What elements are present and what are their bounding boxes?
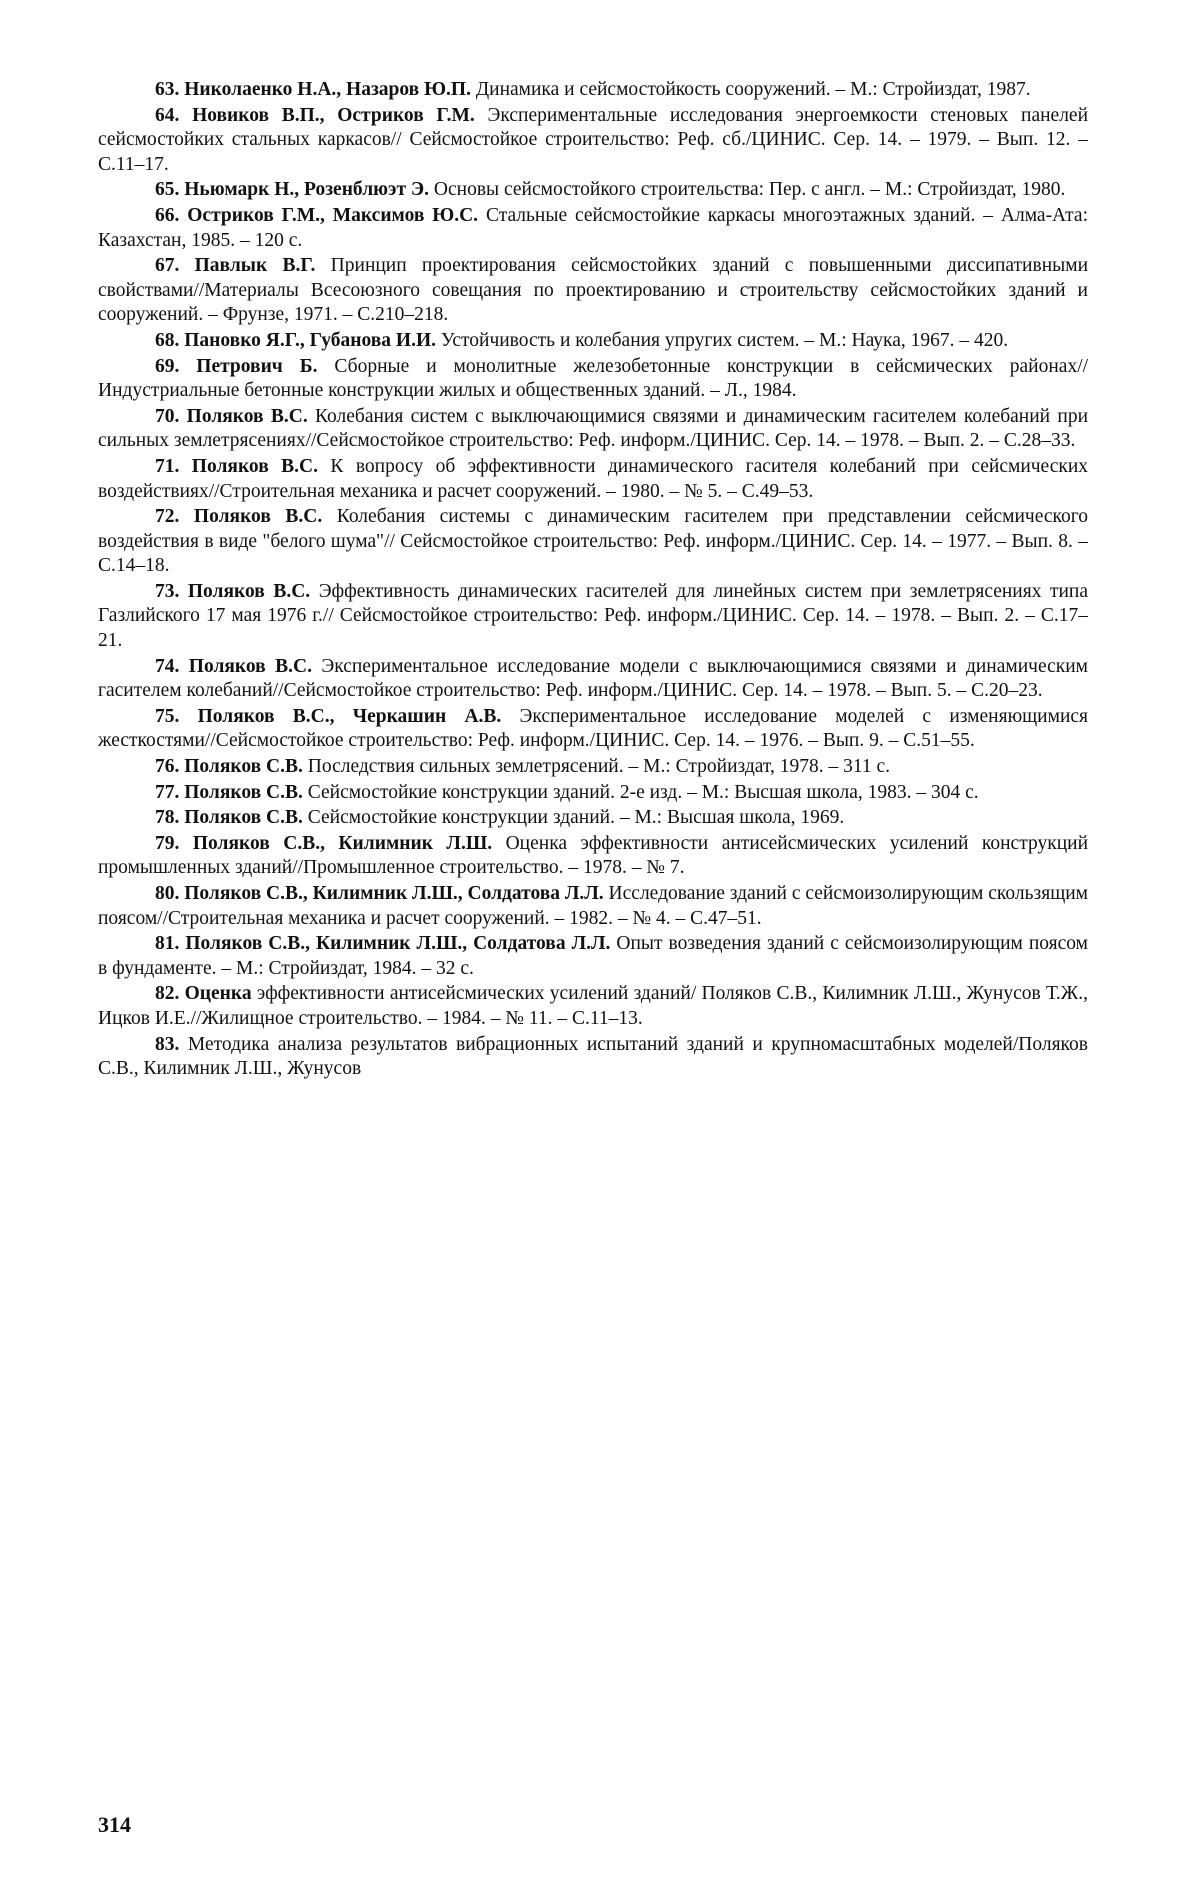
reference-authors: Поляков В.С. [188, 655, 312, 677]
reference-number: 76. [155, 756, 180, 778]
reference-entry [98, 882, 1088, 931]
reference-text: Исследование зданий с сейсмоизолирующим скользящим поясом//Строительная механика и расчет сооружений. – 1982. – № 4. – С.47–51. [98, 883, 1088, 929]
reference-entry [98, 405, 1088, 454]
reference-text: Экспериментальное исследование моделей с изменяющимися жесткостями//Сейсмостойкое строительство: Реф. информ./ЦИНИС. Сер. 14. – 1976. – Вып. 9. – С.51–55. [98, 705, 1088, 752]
reference-number: 64. [155, 104, 180, 126]
reference-authors: Поляков С.В. [184, 781, 303, 803]
reference-text: Последствия сильных землетрясений. – М.: Стройиздат, 1978. – 311 с. [307, 756, 891, 778]
reference-authors: Поляков С.В., Килимник Л.Ш., Солдатова Л.Л. [185, 933, 611, 955]
reference-number: 66. [155, 204, 180, 226]
reference-authors: Остриков Г.М., Максимов Ю.С. [187, 204, 479, 226]
reference-number: 63. [155, 79, 180, 100]
reference-text: Эффективность динамических гасителей для линейных систем при землетрясениях типа Газлийского 17 мая 1976 г.// Сейсмостойкое строительство: Реф. информ./ЦИНИС. Сер. 14. – 1978. – Вып. 2. – С.17–21. [98, 580, 1088, 652]
reference-entry [98, 355, 1088, 404]
reference-entry [98, 254, 1088, 328]
reference-number: 72. [155, 506, 180, 528]
reference-authors: Новиков В.П., Остриков Г.М. [192, 104, 475, 126]
reference-text: Экспериментальное исследование модели с выключающимися связями и динамическим гасителем колебаний//Сейсмостойкое строительство: Реф. информ./ЦИНИС. Сер. 14. – 1978. – Вып. 5. – С.20–23. [98, 655, 1088, 702]
reference-entry [98, 932, 1088, 981]
reference-number: 75. [155, 705, 180, 727]
reference-authors: Поляков С.В. [184, 807, 303, 829]
reference-authors: Николаенко Н.А., Назаров Ю.П. [184, 79, 471, 100]
reference-text: Основы сейсмостойкого строительства: Пер. с англ. – М.: Стройиздат, 1980. [433, 179, 1066, 201]
reference-entry [98, 755, 1088, 780]
reference-authors: Оценка [184, 983, 252, 1005]
reference-authors: Поляков В.С. [191, 455, 318, 477]
reference-text: Оценка эффективности антисейсмических усилений конструкций промышленных зданий//Промышленное строительство. – 1978. – № 7. [98, 832, 1088, 879]
reference-entry [98, 455, 1088, 504]
reference-text: Опыт возведения зданий с сейсмоизолирующим поясом в фундаменте. – М.: Стройиздат, 1984. – 32 с. [98, 933, 1088, 979]
reference-list [98, 78, 1088, 1082]
reference-text: Динамика и сейсмостойкость сооружений. – М.: Стройиздат, 1987. [475, 79, 1031, 100]
page-number: 314 [98, 1812, 131, 1837]
reference-entry [98, 982, 1088, 1031]
reference-number: 78. [155, 807, 180, 829]
reference-number: 65. [155, 179, 180, 201]
reference-number: 67. [155, 255, 180, 277]
reference-authors: Поляков В.С. [187, 580, 311, 602]
reference-authors: Поляков С.В., Килимник Л.Ш. [192, 832, 493, 854]
reference-text: Колебания систем с выключающимися связями и динамическим гасителем колебаний при сильных землетрясениях//Сейсмостойкое строительство: Реф. информ./ЦИНИС. Сер. 14. – 1978. – Вып. 2. – С.28–33. [98, 405, 1088, 452]
reference-text: Колебания системы с динамическим гасителем при представлении сейсмического воздействия в виде "белого шума"// Сейсмостойкое строительство: Реф. информ./ЦИНИС. Сер. 14. – 1977. – Вып. 8. – С.14–18. [98, 506, 1088, 577]
reference-entry [98, 78, 1088, 103]
reference-authors: Поляков С.В., Килимник Л.Ш., Солдатова Л.Л. [184, 883, 604, 904]
reference-text: Сейсмостойкие конструкции зданий. – М.: Высшая школа, 1969. [307, 807, 845, 829]
reference-number: 81. [155, 933, 180, 955]
reference-authors: Поляков В.С., Черкашин А.В. [197, 705, 502, 727]
reference-authors: Павлык В.Г. [194, 255, 316, 277]
reference-entry [98, 178, 1088, 203]
reference-text: Стальные сейсмостойкие каркасы многоэтажных зданий. – Алма-Ата: Казахстан, 1985. – 120 с. [98, 204, 1088, 251]
reference-entry [98, 329, 1088, 354]
reference-entry [98, 580, 1088, 654]
reference-entry [98, 655, 1088, 704]
reference-text: К вопросу об эффективности динамического гасителя колебаний при сейсмических воздействиях//Строительная механика и расчет сооружений. – 1980. – № 5. – С.49–53. [98, 455, 1088, 502]
reference-entry [98, 104, 1088, 178]
reference-text: Устойчивость и колебания упругих систем. – М.: Наука, 1967. – 420. [440, 329, 1009, 351]
reference-number: 69. [155, 355, 180, 377]
reference-entry [98, 204, 1088, 253]
reference-authors: Пановко Я.Г., Губанова И.И. [184, 329, 436, 351]
reference-number: 83. [155, 1033, 180, 1055]
reference-number: 79. [155, 832, 180, 854]
reference-authors: Поляков С.В. [184, 756, 303, 778]
reference-text: эффективности антисейсмических усилений зданий/ Поляков С.В., Килимник Л.Ш., Жунусов Т.Ж., Ицков И.Е.//Жилищное строительство. – 1984. – № 11. – С.11–13. [98, 983, 1088, 1029]
reference-text: Экспериментальные исследования энергоемкости стеновых панелей сейсмостойких стальных каркасов// Сейсмостойкое строительство: Реф. сб./ЦИНИС. Сер. 14. – 1979. – Вып. 12. – С.11–17. [98, 104, 1088, 175]
reference-entry [98, 806, 1088, 831]
reference-text: Методика анализа результатов вибрационных испытаний зданий и крупномасштабных моделей/Поляков С.В., Килимник Л.Ш., Жунусов [98, 1033, 1088, 1080]
reference-number: 77. [155, 781, 180, 803]
reference-text: Сейсмостойкие конструкции зданий. 2-е изд. – М.: Высшая школа, 1983. – 304 с. [307, 781, 979, 803]
reference-entry [98, 505, 1088, 579]
reference-entry [98, 1033, 1088, 1082]
reference-text: Принцип проектирования сейсмостойких зданий с повышенными диссипативными свойствами//Материалы Всесоюзного совещания по проектированию и строительству сейсмостойких зданий и сооружений. – Фрунзе, 1971. – С.210–218. [98, 255, 1088, 326]
reference-authors: Ньюмарк Н., Розенблюэт Э. [184, 179, 430, 201]
reference-number: 82. [155, 983, 180, 1005]
reference-number: 70. [155, 405, 180, 427]
reference-number: 68. [155, 329, 180, 351]
bibliography-page [98, 78, 1088, 1778]
reference-authors: Поляков В.С. [186, 405, 308, 427]
reference-entry [98, 705, 1088, 754]
reference-number: 80. [155, 883, 180, 904]
reference-number: 73. [155, 580, 180, 602]
reference-number: 71. [155, 455, 180, 477]
reference-authors: Поляков В.С. [193, 506, 323, 528]
reference-text: Сборные и монолитные железобетонные конструкции в сейсмических районах//Индустриальные бетонные конструкции жилых и общественных зданий. – Л., 1984. [98, 355, 1088, 402]
reference-entry [98, 832, 1088, 881]
reference-number: 74. [155, 655, 180, 677]
reference-entry [98, 781, 1088, 806]
reference-authors: Петрович Б. [196, 355, 318, 377]
